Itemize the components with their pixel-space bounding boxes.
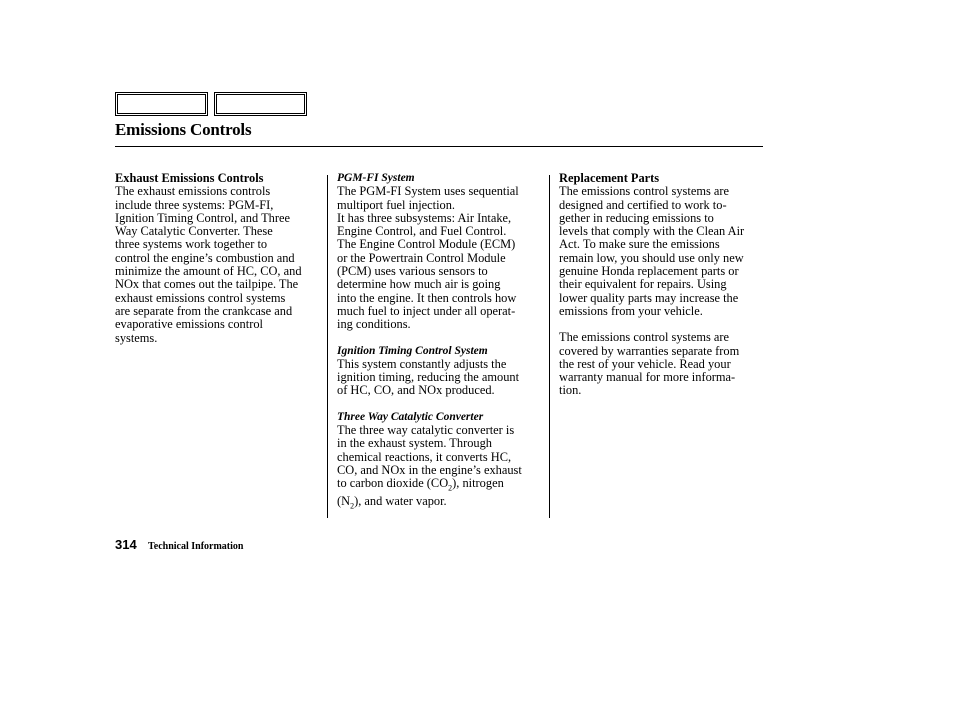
column-divider-2 [549, 175, 550, 518]
page-title: Emissions Controls [115, 120, 252, 139]
ignition-body: This system constantly adjusts the ignition timing, reducing the amount of HC, CO, and NOx produced. [337, 356, 520, 398]
replacement-parts-body-2: The emissions control systems are covered by warranties separate from the rest of your vehicle. Read your warranty manual for more informa- tion. [559, 330, 740, 398]
replacement-parts-heading: Replacement Parts [559, 171, 660, 185]
column-divider-1 [327, 175, 328, 518]
pgmfi-body-2: It has three subsystems: Air Intake, Engine Control, and Fuel Control. The Engine Control Module (ECM) or the Powertrain Control Module (PCM) uses various sensors to determine how much air is going into the engine. It then controls how much fuel to inject under all operat- ing conditions. [337, 210, 517, 332]
exhaust-emissions-body: The exhaust emissions controls include three systems: PGM-FI, Ignition Timing Control, and Three Way Catalytic Converter. These three systems work together to control the engine’s combustion and minimize the amount of HC, CO, and NOx that comes out the tailpipe. The exhaust emissions control systems are separate from the crankcase and evaporative emissions control systems. [115, 184, 302, 345]
catalytic-body-d: ), and water vapor. [354, 494, 447, 508]
exhaust-emissions-heading: Exhaust Emissions Controls [115, 171, 264, 185]
pgmfi-heading: PGM-FI System [337, 172, 415, 184]
column-exhaust-emissions [115, 172, 330, 345]
catalytic-body-c: (N [337, 494, 351, 508]
page-number: 314 [115, 537, 137, 552]
ignition-heading: Ignition Timing Control System [337, 344, 488, 357]
co2-subscript: 2 [448, 483, 453, 493]
column-systems [337, 172, 552, 513]
footer-section-label: Technical Information [148, 541, 244, 552]
catalytic-body [337, 424, 552, 513]
catalytic-body-b: ), nitrogen [452, 476, 504, 491]
catalytic-body-a: The three way catalytic converter is in the exhaust system. Through chemical reactions, it converts HC, CO, and NOx in the engine’s exhaust to carbon dioxide (CO [337, 423, 522, 491]
header-tab-box-1 [115, 92, 208, 116]
title-rule [115, 146, 763, 147]
catalytic-heading: Three Way Catalytic Converter [337, 410, 484, 423]
replacement-parts-body-1: The emissions control systems are designed and certified to work to- gether in reducing emissions to levels that comply with the Clean Air Act. To make sure the emissions remain low, you should use only new genuine Honda replacement parts or their equivalent for repairs. Using lower quality parts may increase the emissions from your vehicle. [559, 184, 745, 318]
column-replacement-parts [559, 172, 774, 398]
n2-subscript: 2 [350, 501, 355, 511]
header-tab-box-2 [214, 92, 307, 116]
pgmfi-body-1: The PGM-FI System uses sequential multiport fuel injection. [337, 184, 519, 212]
